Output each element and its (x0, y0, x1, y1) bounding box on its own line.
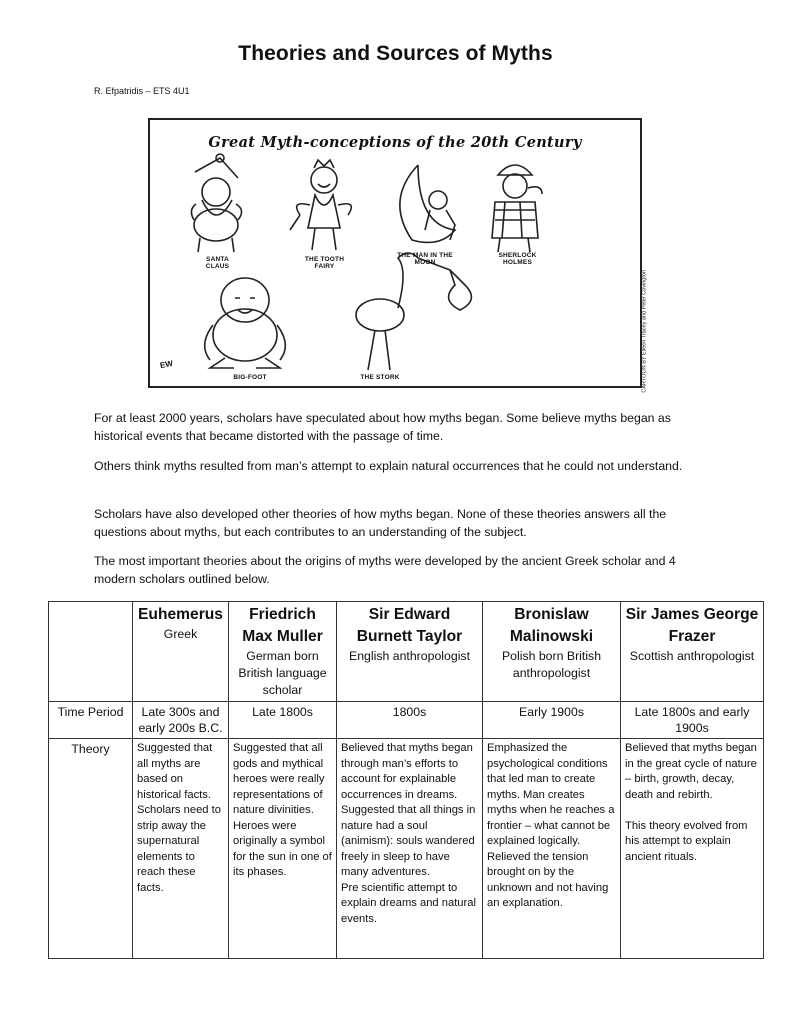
time-period-cell: Early 1900s (483, 702, 621, 739)
caption-bigfoot: BIG-FOOT (233, 374, 267, 381)
paragraph-3: Scholars have also developed other theories of how myths began. None of these theories answers all the questions about myths, but each contributes to an understanding of the subject. (94, 507, 667, 539)
scholar-name: Sir James George Frazer (625, 606, 759, 645)
theory-cell: Believed that myths began in the great cycle of nature – birth, growth, decay, death and rebirth. This theory evolved from his attempt to explain ancient rituals. (621, 739, 764, 959)
table-header-row (49, 602, 764, 702)
scholar-name: Friedrich Max Muller (242, 606, 323, 645)
row-label-time-period: Time Period (49, 702, 133, 739)
document-title: Theories and Sources of Myths (238, 42, 553, 65)
man-in-the-moon-figure (400, 165, 455, 242)
time-period-row (49, 702, 764, 739)
bigfoot-figure (205, 278, 286, 368)
author-line: R. Efpatridis – ETS 4U1 (94, 86, 190, 96)
scholar-description: German born British language scholar (238, 649, 327, 697)
paragraph-4: The most important theories about the origins of myths were developed by the ancient Greek scholar and 4 modern scholars outlined below. (94, 554, 676, 586)
stork-figure (356, 253, 471, 370)
sherlock-holmes-figure (492, 165, 542, 252)
cartoon-title: Great Myth-conceptions of the 20th Century (208, 134, 582, 151)
header-taylor (337, 602, 483, 702)
santa-figure (191, 154, 241, 252)
scholar-description: Polish born British anthropologist (501, 649, 602, 680)
cartoon-illustration (148, 118, 648, 393)
row-label-theory: Theory (49, 739, 133, 959)
theory-cell: Believed that myths began through man’s efforts to account for explainable occurrences in dreams. Suggested that all things in nature had a soul (animism): souls wandered freely in sleep to have many adventures. Pre scientific attempt to explain dreams and natural events. (337, 739, 483, 959)
time-period-cell: Late 300s and early 200s B.C. (133, 702, 229, 739)
theory-cell: Suggested that all gods and mythical heroes were really representations of nature divinities. Heroes were originally a symbol for the sun in one of its phases. (229, 739, 337, 959)
scholar-description: Greek (163, 627, 198, 641)
theories-table (48, 601, 764, 959)
header-muller (229, 602, 337, 702)
caption-tooth-fairy: THE TOOTH FAIRY (304, 256, 345, 270)
time-period-cell: Late 1800s and early 1900s (621, 702, 764, 739)
header-frazer (621, 602, 764, 702)
header-empty-cell (49, 602, 133, 702)
caption-sherlock: SHERLOCK HOLMES (498, 252, 537, 266)
tooth-fairy-figure (290, 160, 351, 250)
cartoon-credit: CARTOON BY Eileen Tracey and Peter Covington (642, 270, 648, 393)
theory-cell: Emphasized the psychological conditions that led man to create myths. Man creates myths when he reaches a frontier – what cannot be explained logically. Relieved the tension brought on by the unknown and not having an explanation. (483, 739, 621, 959)
scholar-name: Sir Edward Burnett Taylor (356, 606, 463, 645)
paragraph-2: Others think myths resulted from man’s attempt to explain natural occurrences that he could not understand. (94, 459, 683, 473)
caption-man-in-moon: THE MAN IN THE MOON (397, 252, 453, 266)
theory-cell: Suggested that all myths are based on historical facts. Scholars need to strip away the supernatural elements to reach these facts. (133, 739, 229, 959)
artist-signature: EW (159, 358, 174, 371)
time-period-cell: 1800s (337, 702, 483, 739)
header-euhemerus (133, 602, 229, 702)
caption-santa: SANTA CLAUS (205, 256, 230, 270)
caption-stork: THE STORK (360, 374, 400, 381)
scholar-description: English anthropologist (349, 649, 470, 663)
paragraph-1: For at least 2000 years, scholars have speculated about how myths began. Some believe myths began as historical events that became distorted with the passage of time. (94, 411, 671, 443)
scholar-name: Euhemerus (138, 606, 223, 623)
scholar-name: Bronislaw Malinowski (509, 606, 594, 645)
header-malinowski (483, 602, 621, 702)
theory-row (49, 739, 764, 959)
time-period-cell: Late 1800s (229, 702, 337, 739)
scholar-description: Scottish anthropologist (629, 649, 755, 663)
